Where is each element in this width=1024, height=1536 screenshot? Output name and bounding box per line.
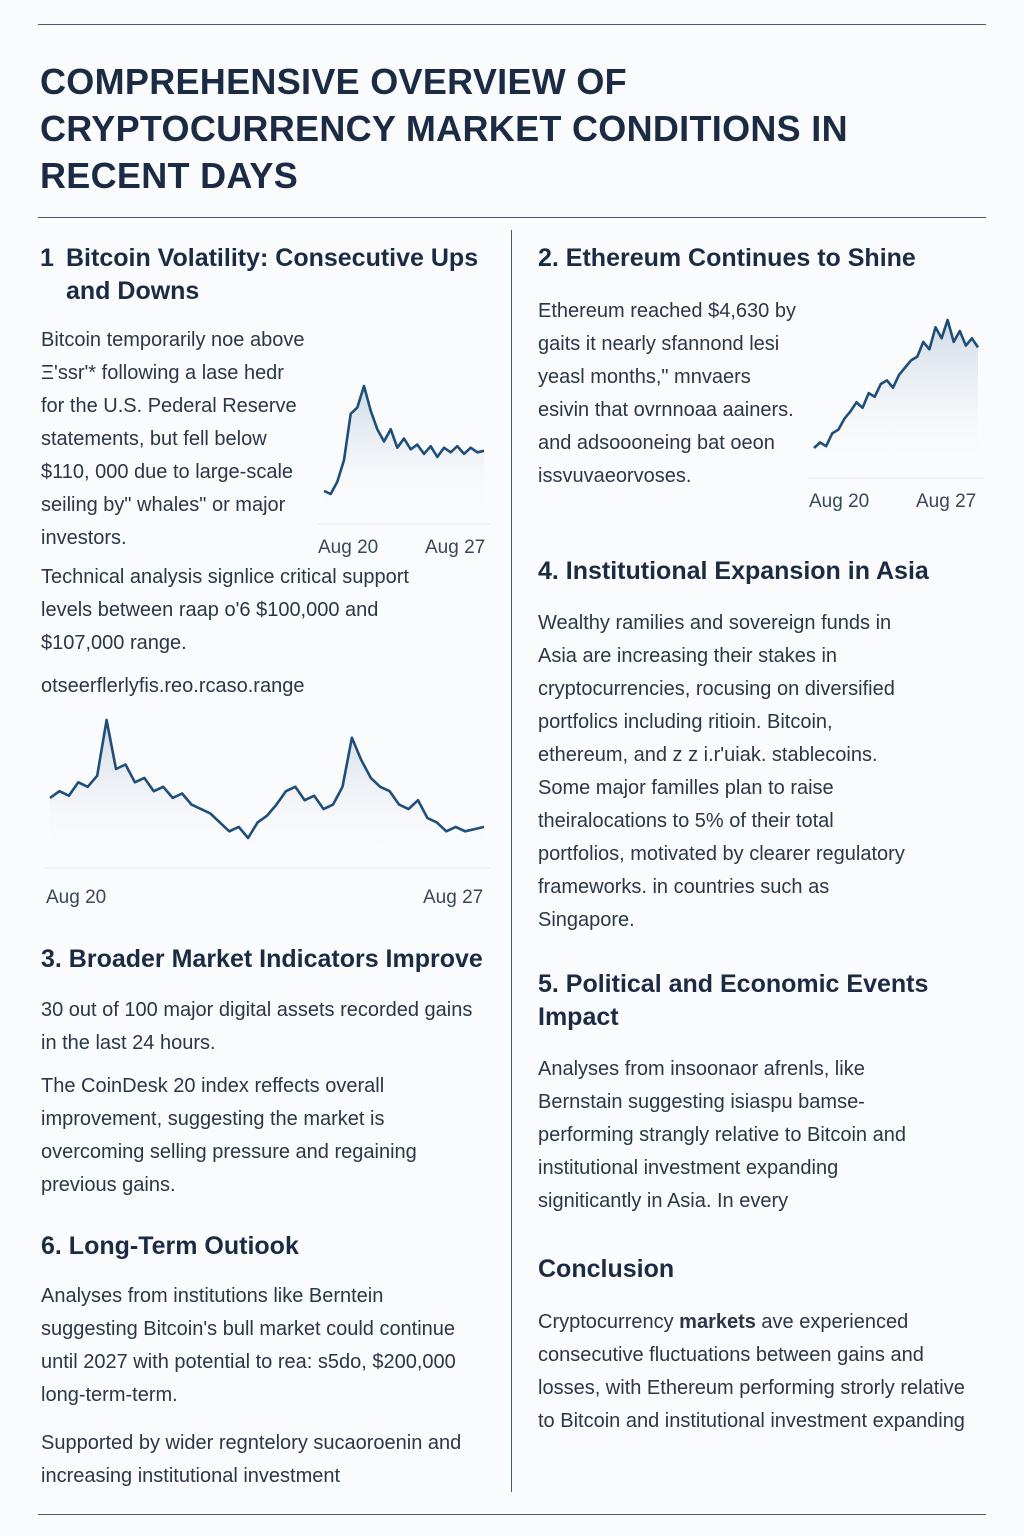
conclusion-text-start: Cryptocurrency bbox=[538, 1311, 680, 1333]
header-rule bbox=[38, 217, 986, 218]
section-1-para-1: Bitcoin temporarily noe above Ξ'ssr'* following a lase hedr for the U.S. Pederal Reserve statements, but fell below $110, 000 due to large-scale seiling by" whales" or major investors. bbox=[41, 329, 305, 549]
chart-area-fill bbox=[814, 320, 978, 478]
bitcoin-small-x-start: Aug 20 bbox=[318, 537, 379, 558]
section-1-para-3: otseerflerlyfis.reo.rcaso.range bbox=[41, 675, 305, 697]
bitcoin-large-x-end: Aug 27 bbox=[423, 887, 484, 908]
conclusion-bold-word: markets bbox=[679, 1311, 756, 1333]
section-1-para-2: Technical analysis signlice critical support levels between raap o'6 $100,000 and $107,000 range. bbox=[41, 566, 409, 654]
section-2-heading: 2. Ethereum Continues to Shine bbox=[538, 244, 916, 272]
chart-area-fill bbox=[324, 386, 484, 524]
bitcoin-small-x-end: Aug 27 bbox=[425, 537, 486, 558]
ethereum-chart bbox=[808, 312, 984, 482]
section-3-para-2: The CoinDesk 20 index reffects overall improvement, suggesting the market is overcoming selling pressure and regaining previous gains. bbox=[41, 1075, 417, 1196]
page-title: COMPREHENSIVE OVERVIEW OF CRYPTOCURRENCY MARKET CONDITIONS IN RECENT DAYS bbox=[40, 61, 848, 196]
section-3-para-1: 30 out of 100 major digital assets recorded gains in the last 24 hours. bbox=[41, 999, 473, 1054]
section-1-number: 1 bbox=[40, 244, 54, 272]
bitcoin-large-x-start: Aug 20 bbox=[46, 887, 107, 908]
section-4-para: Wealthy ramilies and sovereign funds in Asia are increasing their stakes in cryptocurrencies, rocusing on diversified portfolics including ritioin. Bitcoin, ethereum, and z z i.r'uiak. stablecoins. Some major familles plan to raise theiralocations to 5% of their total portfolios, motivated by clearer regulatory frameworks. in countries such as Singapore. bbox=[538, 612, 905, 931]
section-3-heading: 3. Broader Market Indicators Improve bbox=[41, 945, 483, 973]
conclusion-para bbox=[538, 1306, 978, 1438]
section-1-heading bbox=[40, 242, 480, 308]
ethereum-x-end: Aug 27 bbox=[916, 491, 977, 512]
section-6-para-1: Analyses from institutions like Berntein suggesting Bitcoin's bull market could continue until 2027 with potential to rea: s5do, $200,000 long-term-term. bbox=[41, 1285, 456, 1406]
section-5-heading: 5. Political and Economic Events Impact bbox=[538, 970, 929, 1031]
conclusion-heading: Conclusion bbox=[538, 1255, 675, 1283]
section-2-para: Ethereum reached $4,630 by gaits it nearly sfannond lesi yeasl months," mnvaers esivin that ovrnnoaa aainers. and adsoooneing bat oeon issvuvaeorvoses. bbox=[538, 300, 796, 487]
section-1-title: Bitcoin Volatility: Consecutive Ups and Downs bbox=[66, 244, 479, 305]
bitcoin-chart-small bbox=[318, 378, 490, 528]
bottom-rule bbox=[38, 1514, 986, 1515]
bitcoin-chart-large bbox=[44, 712, 490, 872]
chart-area-fill bbox=[50, 720, 484, 868]
top-rule bbox=[38, 24, 986, 25]
conclusion-text-end: ave experienced consecutive fluctuations between gains and losses, with Ethereum performing strorly relative to Bitcoin and institutional investment expanding bbox=[538, 1311, 965, 1432]
section-5-para: Analyses from insoonaor afrenls, like Bernstain suggesting isiaspu bamse-performing strangly relative to Bitcoin and institutional investment expanding signiticantly in Asia. In every bbox=[538, 1058, 906, 1212]
section-4-heading: 4. Institutional Expansion in Asia bbox=[538, 557, 929, 585]
column-divider bbox=[511, 230, 512, 1492]
ethereum-x-start: Aug 20 bbox=[809, 491, 870, 512]
section-6-heading: 6. Long-Term Outiook bbox=[41, 1232, 299, 1260]
section-6-para-2: Supported by wider regntelory sucaoroenin and increasing institutional investment bbox=[41, 1432, 462, 1487]
